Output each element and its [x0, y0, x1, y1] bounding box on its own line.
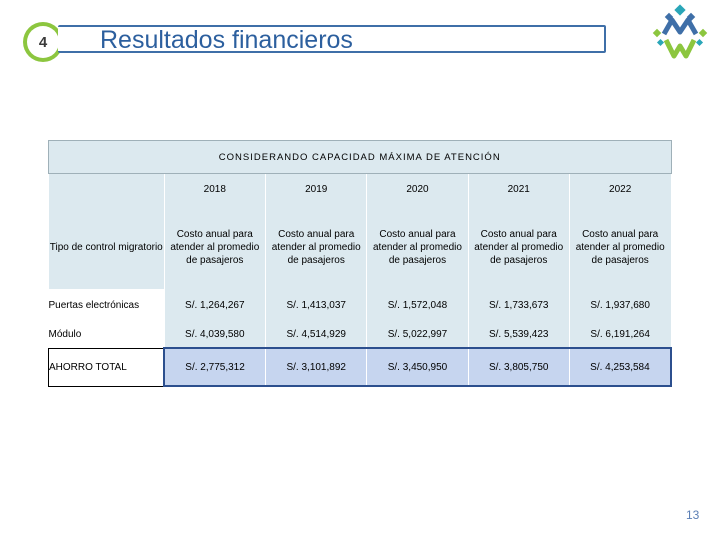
column-description: Costo anual para atender al promedio de pasajeros [164, 205, 266, 289]
table-cell: S/. 2,775,312 [164, 348, 266, 386]
column-description: Costo anual para atender al promedio de pasajeros [468, 205, 569, 289]
table-cell: S/. 3,101,892 [266, 348, 367, 386]
table-caption: CONSIDERANDO CAPACIDAD MÁXIMA DE ATENCIÓN [49, 141, 672, 174]
logo-m-shape [664, 20, 696, 34]
year-header: 2020 [367, 174, 468, 206]
organization-logo-icon [650, 4, 710, 64]
header-blank-cell [49, 174, 165, 206]
financial-results-table [48, 140, 672, 387]
table-cell: S/. 6,191,264 [569, 321, 671, 348]
row-label: AHORRO TOTAL [49, 348, 165, 386]
table-cell: S/. 1,572,048 [367, 289, 468, 321]
table-cell: S/. 1,264,267 [164, 289, 266, 321]
table-row [49, 289, 672, 321]
column-description: Costo anual para atender al promedio de pasajeros [569, 205, 671, 289]
table-cell: S/. 4,514,929 [266, 321, 367, 348]
section-number: 4 [27, 26, 59, 58]
table-cell: S/. 5,539,423 [468, 321, 569, 348]
logo-top-diamonds [665, 4, 695, 21]
year-header: 2021 [468, 174, 569, 206]
column-description: Costo anual para atender al promedio de pasajeros [266, 205, 367, 289]
year-header: 2019 [266, 174, 367, 206]
page-number: 13 [686, 508, 700, 522]
table-cell: S/. 3,450,950 [367, 348, 468, 386]
table-cell: S/. 1,733,673 [468, 289, 569, 321]
title-bar [58, 25, 606, 53]
table-cell: S/. 5,022,997 [367, 321, 468, 348]
year-header: 2018 [164, 174, 266, 206]
table-cell: S/. 4,253,584 [569, 348, 671, 386]
row-label: Módulo [49, 321, 165, 348]
section-number-badge [23, 22, 63, 62]
year-header: 2022 [569, 174, 671, 206]
table-cell: S/. 1,937,680 [569, 289, 671, 321]
table-cell: S/. 4,039,580 [164, 321, 266, 348]
page-title: Resultados financieros [100, 26, 353, 54]
table-cell: S/. 3,805,750 [468, 348, 569, 386]
table-row-total [49, 348, 672, 386]
row-label: Puertas electrónicas [49, 289, 165, 321]
table-row [49, 321, 672, 348]
table-cell: S/. 1,413,037 [266, 289, 367, 321]
logo-w-shape [666, 40, 694, 56]
row-header-label: Tipo de control migratorio [49, 205, 165, 289]
column-description: Costo anual para atender al promedio de pasajeros [367, 205, 468, 289]
